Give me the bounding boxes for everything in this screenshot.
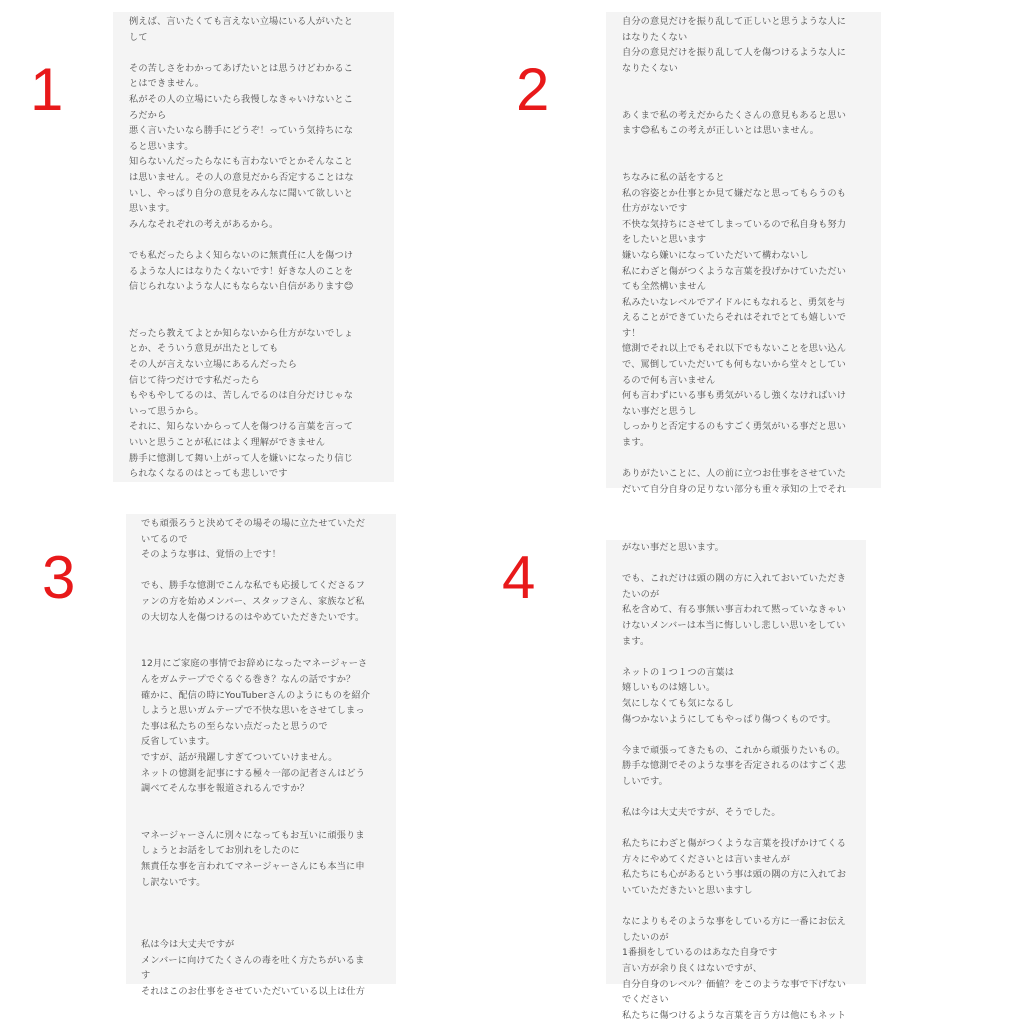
text-line: なによりもそのような事をしている方に一番にお伝え: [622, 916, 847, 928]
panel-number-4: 4: [502, 544, 536, 611]
text-line: [622, 76, 881, 92]
text-line: でも頑張ろうと決めてその場その場に立たせていただ: [141, 518, 366, 529]
text-line: して: [129, 31, 148, 43]
message-panel-2[interactable]: [606, 12, 881, 495]
text-line: けないメンバーは本当に悔しいし悲しい思いをしてい: [622, 619, 846, 631]
text-line: 自分の意見だけを振り乱して人を傷つけるような人に: [622, 47, 847, 59]
text-line: 自分の意見だけを振り乱して正しいと思うような人に: [622, 16, 847, 27]
text-line: でも私だったらよく知らないのに無責任に人を傷つけ: [129, 249, 354, 261]
text-line: [622, 556, 866, 572]
text-line: ます。: [622, 635, 650, 647]
text-line: 私は今は大丈夫ですが、そうでした。: [622, 807, 781, 819]
text-line: で、罵倒していただいても何もないから堂々としてい: [622, 359, 846, 371]
text-line: ァンの方を始めメンバー、スタッフさん、家族など私: [141, 595, 365, 607]
text-line: 気にしなくても気になるし: [622, 697, 735, 709]
text-line: [622, 92, 881, 108]
text-line: 私を含めて、有る事無い事言われて黙っていなきゃい: [622, 604, 846, 616]
text-line: 勝手に憶測して舞い上がって人を嫌いになったり信じ: [129, 452, 354, 464]
text-line: [622, 790, 866, 806]
text-line: いし、やっぱり自分の意見をみんなに聞いて欲しいと: [129, 187, 354, 199]
text-line: いてるので: [141, 533, 188, 545]
text-line: はなりたくない: [622, 31, 688, 43]
text-line: ろだから: [129, 109, 167, 121]
text-line: んをガムテープでぐるぐる巻き？なんの話ですか？: [141, 673, 356, 685]
message-panel-1[interactable]: [113, 12, 394, 482]
text-line: 無責任な事を言われてマネージャーさんにも本当に申: [141, 861, 365, 873]
text-line: [141, 563, 396, 579]
text-line: [141, 890, 396, 906]
text-line: いいと思うことが私にはよく理解ができません: [129, 437, 326, 449]
text-line: みんなそれぞれの考えがあるから。: [129, 218, 279, 230]
text-line: られなくなるのはとっても悲しいです: [129, 468, 288, 480]
text-line: ると思います。: [129, 140, 194, 152]
text-line: それはこのお仕事をさせていただいている以上は仕方: [141, 985, 366, 997]
text-line: それに、知らないからって人を傷つける言葉を言って: [129, 421, 354, 433]
text-line: そのような事は、覚悟の上です！: [141, 549, 282, 561]
text-line: 思います。: [129, 203, 175, 215]
text-line: その苦しさをわかってあげたいとは思うけどわかるこ: [129, 62, 354, 74]
text-line: [622, 821, 866, 837]
text-line: 嫌いなら嫌いになっていただいて構わないし: [622, 249, 809, 261]
text-line: たいのが: [622, 588, 660, 600]
text-line: がない事だと思います。: [622, 542, 724, 553]
text-line: るので何も言いません: [622, 374, 716, 386]
text-line: だいて自分自身の足りない部分も重々承知の上でそれ: [622, 483, 847, 495]
text-line: 自分自身のレベル？価値？をこのような事で下げない: [622, 978, 847, 990]
panel-number-3: 3: [42, 544, 76, 611]
text-line: ですが、話が飛躍しすぎてついていけません。: [141, 751, 338, 763]
text-line: ます😊私もこの考えが正しいとは思いません。: [622, 125, 820, 137]
text-line: 憶測でそれ以上でもそれ以下でもないことを思い込ん: [622, 343, 847, 355]
text-line: でも、これだけは頭の隅の方に入れておいていただき: [622, 573, 847, 585]
text-line: 方々にやめてくださいとは言いませんが: [622, 853, 791, 865]
panel-number-2: 2: [516, 56, 550, 123]
text-line: 私にわざと傷がつくような言葉を投げかけていただい: [622, 265, 847, 277]
text-line: したいのが: [622, 931, 669, 943]
text-line: ない事だと思うし: [622, 405, 697, 417]
text-line: ありがたいことに、人の前に立つお仕事をさせていた: [622, 468, 847, 480]
text-line: あくまで私の考えだからたくさんの意見もあると思い: [622, 109, 847, 121]
text-line: [129, 45, 394, 61]
text-line: [622, 649, 866, 665]
text-line: は思いません。その人の意見だから否定することはな: [129, 171, 354, 183]
text-line: 私がその人の立場にいたら我慢しなきゃいけないとこ: [129, 93, 354, 105]
text-line: [129, 232, 394, 248]
text-line: をしたいと思います: [622, 234, 707, 246]
text-line: す: [141, 970, 151, 982]
text-line: 不快な気持ちにさせてしまっているので私自身も努力: [622, 218, 847, 230]
panel-number-1: 1: [30, 56, 64, 123]
text-line: [141, 625, 396, 641]
text-line: 12月にご家庭の事情でお辞めになったマネージャーさ: [141, 658, 368, 670]
text-line: しいです。: [622, 775, 668, 787]
text-line: ます。: [622, 437, 650, 449]
text-line: し訳ないです。: [141, 876, 206, 888]
text-line: だったら教えてよとか知らないから仕方がないでしょ: [129, 327, 354, 339]
text-line: 1番損をしているのはあなた自身です: [622, 947, 778, 959]
text-line: 例えば、言いたくても言えない立場にいる人がいたと: [129, 16, 354, 27]
text-line: ちなみに私の話をすると: [622, 171, 725, 183]
text-line: [622, 899, 866, 915]
text-line: 私たちに傷つけるような言葉を言う方は他にもネット: [622, 1009, 847, 1021]
text-line: 私の容姿とか仕事とか見て嫌だなと思ってもらうのも: [622, 187, 847, 199]
text-line: とか、そういう意見が出たとしても: [129, 343, 279, 355]
text-line: 調べてそんな事を報道されるんですか？: [141, 783, 310, 795]
text-line: しょうとお話をしてお別れをしたのに: [141, 845, 300, 857]
text-line: 私は今は大丈夫ですが: [141, 939, 235, 951]
text-line: いていただきたいと思いますし: [622, 885, 753, 897]
text-line: ネットの１つ１つの言葉は: [622, 666, 735, 678]
text-line: 信じて待つだけです私だったら: [129, 374, 260, 386]
text-line: 私みたいなレベルでアイドルにもなれると、勇気を与: [622, 296, 846, 308]
text-line: [141, 797, 396, 813]
text-line: 何も言わずにいる事も勇気がいるし強くなければいけ: [622, 390, 847, 402]
text-line: 私たちにも心があるという事は頭の隅の方に入れてお: [622, 869, 847, 881]
text-line: とはできません。: [129, 78, 205, 90]
text-line: しようと思いガムテープで不快な思いをさせてしまっ: [141, 705, 365, 717]
text-line: [129, 310, 394, 326]
text-line: ても全然構いません: [622, 281, 707, 293]
message-panel-4[interactable]: [606, 540, 866, 1021]
text-line: でください: [622, 994, 669, 1006]
text-line: [622, 727, 866, 743]
text-line: もやもやしてるのは、苦しんでるのは自分だけじゃな: [129, 390, 354, 402]
text-line: ネットの憶測を記事にする極々一部の記者さんはどう: [141, 767, 366, 779]
text-line: 傷つかないようにしてもやっぱり傷つくものです。: [622, 713, 837, 725]
text-line: 確かに、配信の時にYouTuberさんのようにものを紹介: [141, 689, 371, 701]
text-line: [141, 921, 396, 937]
text-line: [141, 906, 396, 922]
text-line: 知らないんだったらなにも言わないでとかそんなこと: [129, 156, 354, 168]
text-line: その人が言えない立場にあるんだったら: [129, 359, 298, 371]
text-line: [141, 641, 396, 657]
text-line: 反省しています。: [141, 736, 215, 748]
text-line: [129, 295, 394, 311]
text-line: るような人にはなりたくないです！好きな人のことを: [129, 265, 354, 277]
text-line: 言い方が余り良くはないですが、: [622, 963, 763, 975]
text-line: しっかりと否定するのもすごく勇気がいる事だと思い: [622, 421, 847, 433]
text-line: [622, 451, 881, 467]
text-line: [622, 154, 881, 170]
text-line: なりたくない: [622, 62, 679, 74]
text-line: [141, 812, 396, 828]
message-panel-3[interactable]: [126, 514, 396, 997]
text-line: 悪く言いたいなら勝手にどうぞ！っていう気持ちにな: [129, 125, 354, 137]
text-line: でも、勝手な憶測でこんな私でも応援してくださるフ: [141, 580, 366, 592]
text-line: の大切な人を傷つけるのはやめていただきたいです。: [141, 611, 365, 623]
text-line: 仕方がないです: [622, 203, 688, 215]
text-line: えることができていたらそれはそれでとても嬉しいで: [622, 312, 847, 324]
text-line: マネージャーさんに別々になってもお互いに頑張りま: [141, 829, 365, 841]
text-line: [622, 139, 881, 155]
text-line: いって思うから。: [129, 405, 204, 417]
text-line: メンバーに向けてたくさんの毒を吐く方たちがいるま: [141, 954, 365, 966]
text-line: す！: [622, 327, 641, 339]
text-line: た事は私たちの至らない点だったと思うので: [141, 720, 328, 732]
text-line: 嬉しいものは嬉しい。: [622, 682, 716, 694]
text-line: 私たちにわざと傷がつくような言葉を投げかけてくる: [622, 838, 847, 850]
text-line: 信じられないような人にもならない自信があります😊: [129, 281, 354, 293]
text-line: 今まで頑張ってきたもの、これから頑張りたいもの。: [622, 744, 846, 756]
text-line: 勝手な憶測でそのような事を否定されるのはすごく悲: [622, 760, 847, 772]
